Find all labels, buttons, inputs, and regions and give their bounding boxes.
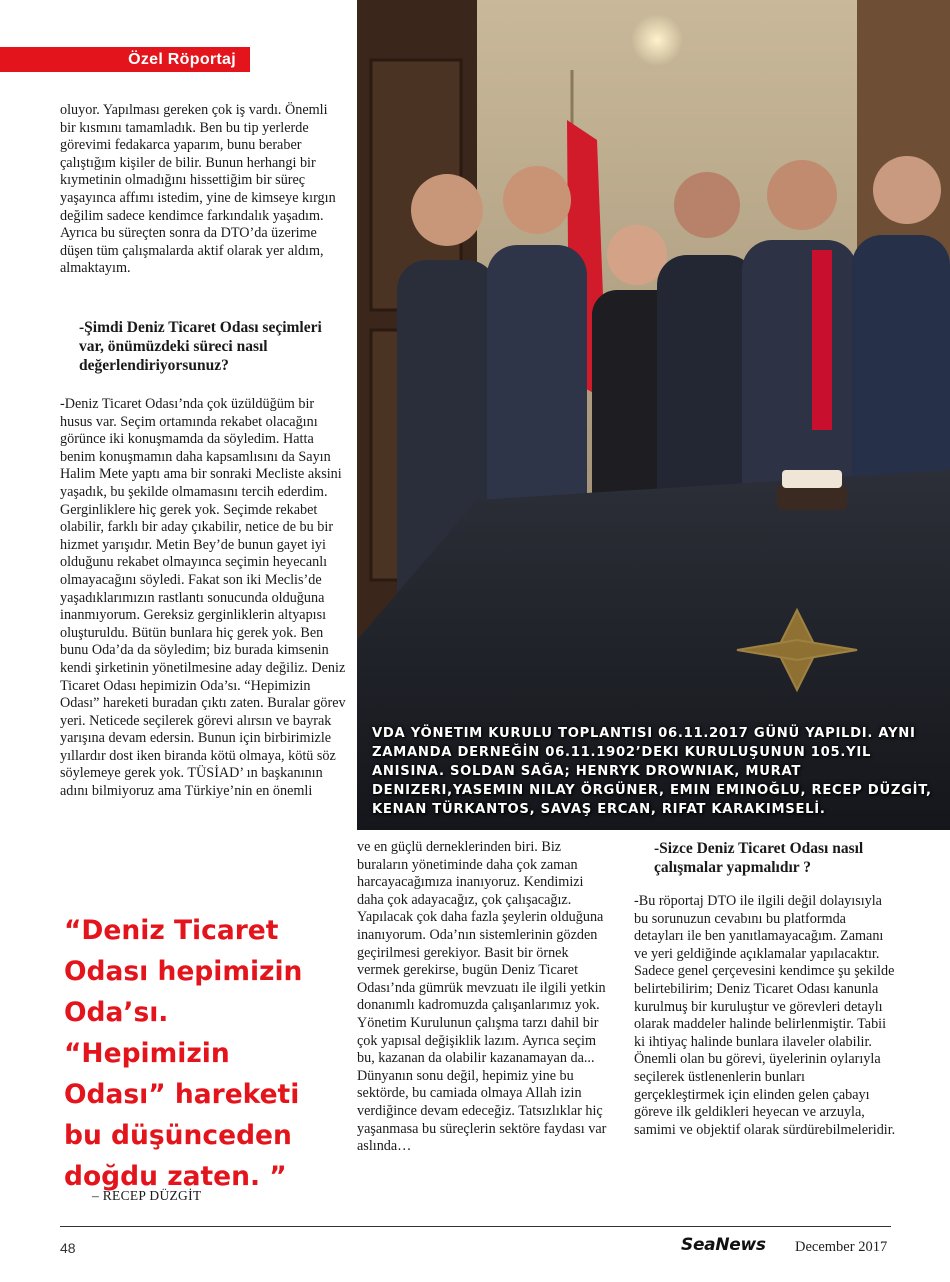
article-paragraph-intro: oluyor. Yapılması gereken çok iş vardı. Önemli bir kısmını tamamladık. Ben bu tip yerlerde görevimi fedakarca yaparım, bunu beraber çalıştığım kişiler de bilir. Bunun herhangi bir kıymetinin olmadığını hissettiğim bir süreç yaşayınca affımı istedim, yine de kimseye kırgın değilim sadece kendimce farkındalık yaşadım. Ayrıca bu süreçten sonra da DTO’da üzerime düşen tüm çalışmalarda aktif olarak yer aldım, almaktayım.: [60, 102, 336, 277]
issue-date: December 2017: [795, 1239, 888, 1255]
photo-caption: VDA YÖNETIM KURULU TOPLANTISI 06.11.2017 GÜNÜ YAPILDI. AYNI ZAMANDA DERNEĞİN 06.11.1902’DEKI KURULUŞUNUN 105.YIL ANISINA. SOLDAN SAĞA; HENRYK DROWNIAK, MURAT DENIZERI,YASEMIN NILAY ÖRGÜNER, EMIN EMINOĞLU, RECEP DÜZGİT, KENAN TÜRKANTOS, SAVAŞ ERCAN, RIFAT KARAKIMSELİ.: [372, 726, 932, 817]
interview-question-1: -Şimdi Deniz Ticaret Odası seçimleri var, önümüzdeki süreci nasıl değerlendiriyorsunuz?: [79, 319, 322, 374]
interview-answer-1: -Deniz Ticaret Odası’nda çok üzüldüğüm bir husus var. Seçim ortamında rekabet olacağını görünce iki konuşmamda da söyledim. Hatta benim konuşmamın daha kapsamlısını da Sayın Halim Mete yaptı ama bir sonraki Mecliste aksini yaşadık, bu şekilde olmamasını tercih ederdim. Gerginliklere hiç gerek yok. Seçimde rekabet olabilir, farklı bir aday çıkabilir, netice de bu bir hizmet yarışıdır. Metin Bey’de bunun gayet iyi olduğunu rekabet olmayınca seçimin heyecanlı olmayacağını söyledi. Fakat son iki Meclis’de yaşadıklarımızın rastlantı sonucunda olduğuna inanmıyorum. Gereksiz gerginliklerin altyapısı oluşturuldu. Bütün bunlara hiç gerek yok. Ben bunu Oda’da da söyledim; biz burada kimsenin kendi şirketinin yönetilmesine aday değiliz. Deniz Ticaret Odası hepimizin Oda’sı. “Hepimizin Odası” hareketi buradan çıktı zaten. Buralar görev yeri. Neticede seçilerek görevi alırsın ve bayrak yarışına devam edersin. Bunun için birbirimizle yıllardır dost iken biranda kötü olmaya, kötü söz söylemeye gerek yok. TÜSİAD’ ın başkanının adını bilmiyoruz ama Türkiye’nin en önemli: [60, 396, 346, 800]
footer-divider: [60, 1226, 891, 1227]
interview-question-2: -Sizce Deniz Ticaret Odası nasıl çalışmalar yapmalıdır ?: [654, 840, 864, 876]
section-label: Özel Röportaj: [0, 47, 250, 72]
magazine-logo: SeaNews: [681, 1235, 766, 1255]
group-photo-illustration: [357, 0, 950, 830]
page-number: 48: [60, 1240, 76, 1256]
pull-quote-attribution: – RECEP DÜZGİT: [92, 1188, 202, 1203]
interview-answer-2: -Bu röportaj DTO ile ilgili değil dolayısıyla bu sorunuzun cevabını bu platformda detayları ile ben yanıtlamayacağım. Zamanı ve yeri geldiğinde açıklamalar yapılacaktır. Sadece genel çerçevesini kendimce şu şekilde belirtebilirim; Deniz Ticaret Odası kanunla kurulmuş bir kuruluştur ve görevleri detaylı olarak maddeler halinde belirlenmiştir. Tabii ki ihtiyaç halinde bunlara ilaveler olabilir. Önemli olan bu görevi, üyelerinin oylarıyla seçilerek üstlenenlerin bunları gerçekleştirmek için elinden gelen çabayı göreve ilk geldikleri heyecan ve arzuyla, samimi ve objektif olarak sürdürebilmeleridir.: [634, 893, 896, 1138]
group-photo: [357, 0, 950, 830]
pull-quote: “Deniz Ticaret Odası hepimizin Oda’sı. “Hepimizin Odası” hareketi bu düşünceden doğdu zaten. ”: [64, 915, 303, 1192]
interview-answer-1-continued: ve en güçlü derneklerinden biri. Biz buraların yönetiminde daha çok zaman harcayacağımıza inanıyoruz. Kendimizi daha çok adayacağız, çok çalışacağız. Yapılacak çok daha fazla şeylerin olduğuna inanıyorum. Oda’nın sistemlerinin gözden geçirilmesi gerekiyor. Basit bir örnek vermek gerekirse, bugün Deniz Ticaret Odası’nda gümrük mevzuatı ile ilgili yetkin donanımlı kadromuzda çalışanlarımız yok. Yönetim Kurulunun çalışma tarzı dahil bir çok yapısal değişiklik lazım. Ayrıca seçim bu, kazanan da olabilir kazanamayan da... Dünyanın sonu değil, hepimiz yine bu sektörde, bu camiada olmaya Allah izin verdiğince devam edeceğiz. Tatsızlıklar hiç yaşanmasa bu süreçlerin sektöre faydası var aslında…: [357, 839, 607, 1155]
